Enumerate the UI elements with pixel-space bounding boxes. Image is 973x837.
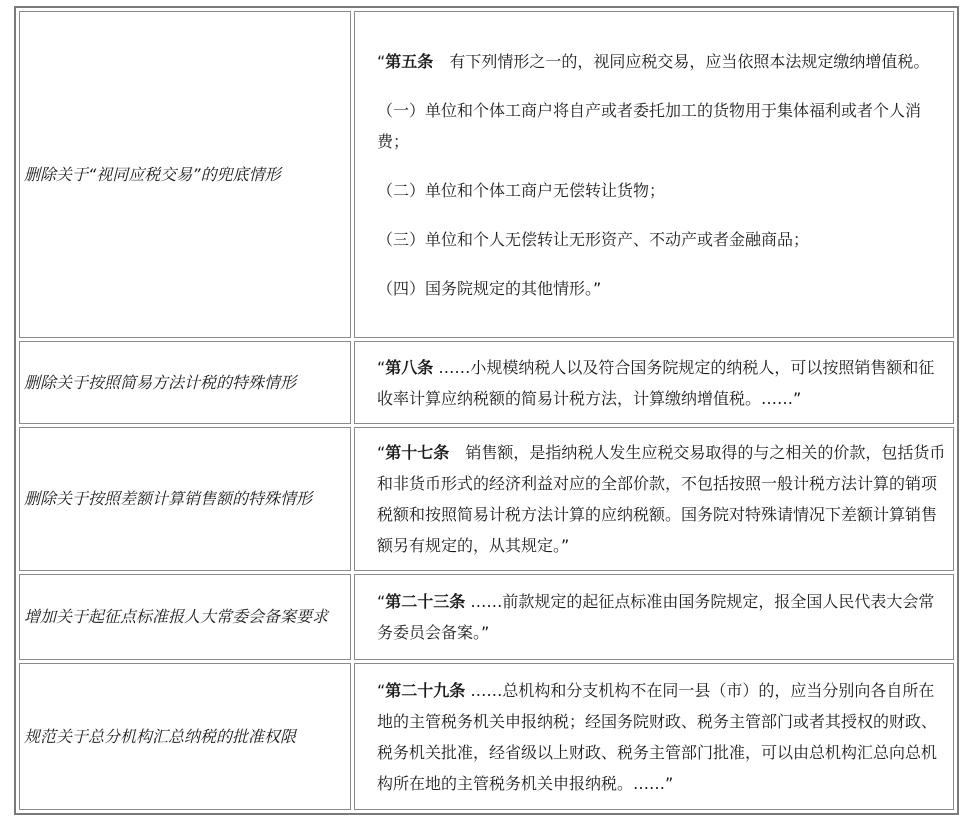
article-number: 第二十三条 bbox=[385, 592, 466, 611]
list-item: （二）单位和个体工商户无偿转让货物； bbox=[377, 180, 666, 200]
table-row bbox=[19, 427, 954, 571]
change-note: 删除关于“视同应税交易”的兜底情形 bbox=[24, 164, 281, 184]
change-note-cell bbox=[19, 663, 351, 810]
open-quote: “ bbox=[377, 357, 386, 377]
open-quote: “ bbox=[377, 592, 386, 611]
change-note: 增加关于起征点标准报人大常委会备案要求 bbox=[24, 607, 329, 626]
article-text: ……前款规定的起征点标准由国务院规定，报全国人民代表大会常务委员会备案。” bbox=[377, 592, 935, 642]
paragraph-gap bbox=[359, 206, 947, 224]
article-text-cell bbox=[354, 574, 954, 660]
article-number: 第十七条 bbox=[385, 443, 450, 462]
article-number: 第五条 bbox=[385, 51, 434, 71]
article-text-cell bbox=[354, 11, 954, 338]
article-number: 第八条 bbox=[385, 357, 434, 377]
table-row bbox=[19, 663, 954, 810]
article-paragraph bbox=[359, 46, 947, 77]
list-item: （一）单位和个体工商户将自产或者委托加工的货物用于集体福利或者个人消费； bbox=[377, 100, 922, 151]
change-note-cell bbox=[19, 574, 351, 660]
article-text: ……总机构和分支机构不在同一县（市）的，应当分别向各自所在地的主管税务机关申报纳税；经国务院财政、税务主管部门或者其授权的财政、税务机关批准，经省级以上财政、税务主管部门批准，可以由总机构汇总向总机构所在地的主管税务机关申报纳税。……” bbox=[377, 680, 938, 793]
article-text-cell bbox=[354, 341, 954, 424]
open-quote: “ bbox=[377, 680, 386, 700]
article-paragraph bbox=[359, 586, 947, 648]
change-note-cell bbox=[19, 427, 351, 571]
article-paragraph bbox=[359, 675, 947, 799]
change-note: 删除关于按照差额计算销售额的特殊情形 bbox=[24, 489, 313, 508]
table-row bbox=[19, 341, 954, 424]
open-quote: “ bbox=[377, 443, 386, 462]
list-item: （三）单位和个人无偿转让无形资产、不动产或者金融商品； bbox=[377, 229, 810, 249]
change-note: 规范关于总分机构汇总纳税的批准权限 bbox=[24, 726, 297, 746]
article-text: 销售额，是指纳税人发生应税交易取得的与之相关的价款，包括货币和非货币形式的经济利益对应的全部价款，不包括按照一般计税方法计算的销项税额和按照简易计税方法计算的应纳税额。国务院对特殊请情况下差额计算销售额另有规定的，从其规定。” bbox=[377, 443, 946, 555]
paragraph-gap bbox=[359, 77, 947, 95]
list-item: （四）国务院规定的其他情形。” bbox=[377, 278, 602, 298]
article-text-cell bbox=[354, 663, 954, 810]
change-note: 删除关于按照简易方法计税的特殊情形 bbox=[24, 372, 297, 392]
table-row bbox=[19, 574, 954, 660]
table-row bbox=[19, 11, 954, 338]
article-paragraph bbox=[359, 352, 947, 414]
article-text: ……小规模纳税人以及符合国务院规定的纳税人，可以按照销售额和征收率计算应纳税额的简易计税方法，计算缴纳增值税。……” bbox=[377, 357, 935, 408]
amendment-table bbox=[14, 6, 959, 815]
article-paragraph bbox=[359, 437, 947, 561]
article-text-cell bbox=[354, 427, 954, 571]
paragraph-gap bbox=[359, 157, 947, 175]
open-quote: “ bbox=[377, 51, 386, 71]
article-text: 有下列情形之一的，视同应税交易，应当依照本法规定缴纳增值税。 bbox=[433, 51, 930, 71]
change-note-cell bbox=[19, 341, 351, 424]
change-note-cell bbox=[19, 11, 351, 338]
article-number: 第二十九条 bbox=[385, 680, 466, 700]
paragraph-gap bbox=[359, 255, 947, 273]
